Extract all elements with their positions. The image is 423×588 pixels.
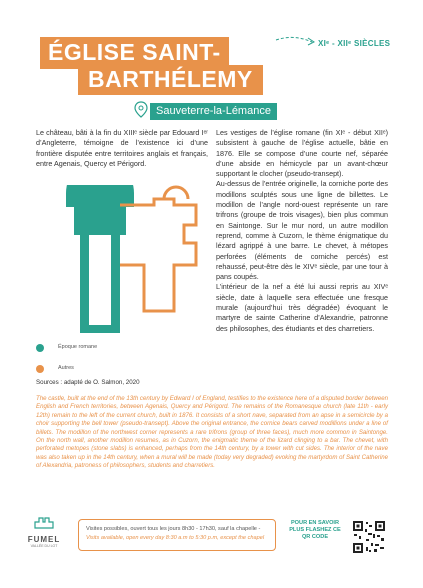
church-floor-plan (36, 185, 208, 341)
english-translation: The castle, built at the end of the 13th century by Edward I of England, testifies to the existence here of a disputed border between English and French territories, between Agenais, Quercy and Périgord. The remains of the Romanesque church (late 11th - early 12th) remain to the left of the current church, built in 1876. It consists of a short nave, separated from an apse in a semicircle by a choir supporting the bell tower (pseudo-transept). Above the original entrance, the cornice bears carved modillions under a line of billets. The modillon of the northwest corner represents a rare trifrons (group of three faces), much more common in Saintonge. On the north wall, another modillon resumes, as in Cuzorn, the enigmatic theme of the lizard clinging to a bar. The chevet, with perforated metopes (stone slabs) is enhanced, perhaps from the 14th century, by a tower with cut sides. The interior of the nave was also taken up in the 14th century, when a mural will be made (today very degraded) evoking the martyrdom of Saint Catherine of Alexandria, patroness of philosophers, students and charretiers. (36, 395, 388, 470)
logo-name: FUMEL (27, 535, 61, 544)
legend-romane-label: Époque romane (58, 344, 98, 350)
visiting-hours-fr: Visites possibles, ouvert tous les jours 8h30 - 17h30, sauf la chapelle - (86, 526, 261, 532)
sources-note: Sources : adapté de O. Salmon, 2020 (36, 379, 140, 386)
intro-paragraph: Le château, bâti à la fin du XIIIᵉ siècle par Edouard Iᵉʳ d’Angleterre, témoigne de l’existence ici d’une frontière disputée entre territoires anglais et français, entre Agenais, Quercy et Périgord. (36, 128, 208, 168)
page-title-line2: BARTHÉLEMY (88, 66, 253, 92)
logo-subtitle: VALLÉE DU LOT (30, 544, 58, 548)
description-paragraph-3: L’intérieur de la nef a été lui aussi repris au XIVᵉ siècle, date à laquelle sera effectuée une fresque murale (aujourd’hui très dégradée) évoquant le martyre de sainte Catherine d’Alexandrie, patronne des philosophes, des étudiants et des charretiers. (216, 282, 388, 333)
qr-code[interactable] (352, 520, 386, 554)
fumel-logo (24, 516, 64, 548)
legend-autres-swatch (36, 365, 44, 373)
page-title-line1: ÉGLISE SAINT- (48, 39, 221, 65)
description-paragraph-1: Les vestiges de l’église romane (fin XIᵉ - début XIIᵉ) subsistent à gauche de l’église actuelle, bâtie en 1876. Elle se compose d’une courte nef, séparée d’une abside en hémicycle par un avant-chœur supportant le clocher (pseudo-transept). (216, 128, 388, 179)
title-line2-box (78, 65, 263, 95)
location-pin-icon (132, 101, 150, 119)
description-paragraph-2: Au-dessus de l’entrée originelle, la corniche porte des modillons sculptés sous une ligne de billettes. Le modillon de l’angle nord-ouest représente un rare trifrons (groupe de trois visages), bien plus commun en Saintonge. Sur le mur nord, un autre modillon reprend, comme à Cuzorn, le thème énigmatique du lézard agrippé à une barre. Le chevet, à métopes perforées (éléments de corniche percés) est rehaussé, peut-être dès le XIVᵉ siècle, par une tour à pans coupés. (216, 179, 388, 282)
description-column (216, 128, 388, 334)
intro-column (36, 128, 208, 169)
location-banner: Sauveterre-la-Lémance (150, 103, 277, 120)
legend-romane-swatch (36, 344, 44, 352)
qr-instruction: POUR EN SAVOIR PLUS FLASHEZ CE QR CODE (289, 520, 341, 541)
century-label: XIᵉ - XIIᵉ SIÈCLES (318, 39, 391, 48)
visiting-hours-en: Visits available, open every day 8:30 a.m to 5:30 p.m, except the chapel (86, 535, 265, 541)
logo-mark-icon (33, 516, 55, 530)
legend-autres-label: Autres (58, 365, 74, 371)
